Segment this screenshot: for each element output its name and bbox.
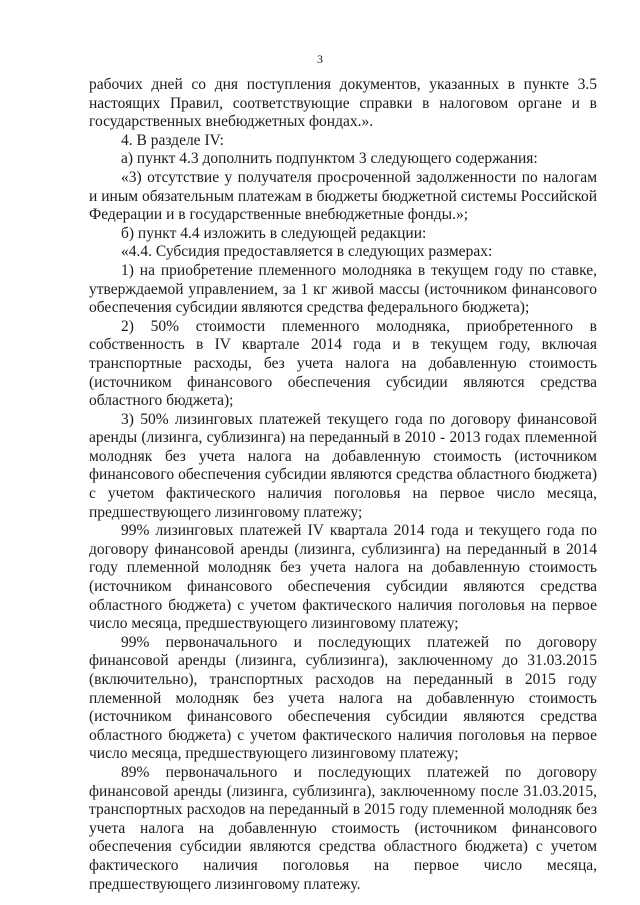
- paragraph-continuation: рабочих дней со дня поступления документов, указанных в пункте 3.5 настоящих Правил, соответствующие справки в налоговом органе и в государственных внебюджетных фондах.».: [89, 76, 597, 131]
- paragraph-clause-4-4: «4.4. Субсидия предоставляется в следующих размерах:: [121, 243, 493, 261]
- paragraph-rate-89-after-2015: 89% первоначального и последующих платежей по договору финансовой аренды (лизинга, сублизинга), заключенному после 31.03.2015, транспортных расходов на переданный в 2015 году племенной молодняк без учета налога на добавленную стоимость (источником финансового обеспечения субсидии являются средства областного бюджета) с учетом фактического наличия поголовья на первое число месяца, предшествующего лизинговому платежу.: [89, 763, 597, 893]
- paragraph-rate-2: 2) 50% стоимости племенного молодняка, приобретенного в собственность в IV квартале 2014 года и в текущем году, включая транспортные расходы, без учета налога на добавленную стоимость (источником финансового обеспечения субсидии являются средства областного бюджета);: [89, 317, 597, 410]
- page-number: 3: [317, 52, 323, 66]
- paragraph-rate-99-before-2015: 99% первоначального и последующих платежей по договору финансовой аренды (лизинга, сублизинга), заключенному до 31.03.2015 (включительно), транспортных расходов на переданный в 2015 году племенной молодняк без учета налога на добавленную стоимость (источником финансового обеспечения субсидии являются средства областного бюджета) с учетом фактического наличия поголовья на первое число месяца, предшествующего лизинговому платежу;: [89, 633, 597, 763]
- paragraph-item-a: а) пункт 4.3 дополнить подпунктом 3 следующего содержания:: [121, 150, 538, 168]
- paragraph-item-b: б) пункт 4.4 изложить в следующей редакции:: [121, 224, 427, 242]
- paragraph-rate-3: 3) 50% лизинговых платежей текущего года по договору финансовой аренды (лизинга, сублизинга) на переданный в 2010 - 2013 годах племенной молодняк без учета налога на добавленную стоимость (источником финансового обеспечения субсидии являются средства областного бюджета) с учетом фактического наличия поголовья на первое число месяца, предшествующего лизинговому платежу;: [89, 410, 597, 521]
- paragraph-rate-99-lease-2014: 99% лизинговых платежей IV квартала 2014 года и текущего года по договору финансовой аренды (лизинга, сублизинга) на переданный в 2014 году племенной молодняк без учета налога на добавленную стоимость (источником финансового обеспечения субсидии являются средства областного бюджета) с учетом фактического наличия поголовья на первое число месяца, предшествующего лизинговому платежу;: [89, 522, 597, 633]
- paragraph-rate-1: 1) на приобретение племенного молодняка в текущем году по ставке, утверждаемой управлением, за 1 кг живой массы (источником финансового обеспечения субсидии являются средства федерального бюджета);: [89, 261, 597, 317]
- paragraph-subitem-3-text: «3) отсутствие у получателя просроченной задолженности по налогам и иным обязательным платежам в бюджеты бюджетной системы Российской Федерации и в государственные внебюджетные фонды.»;: [89, 168, 597, 224]
- document-body: [89, 76, 597, 894]
- paragraph-section-heading: 4. В разделе IV:: [121, 131, 224, 149]
